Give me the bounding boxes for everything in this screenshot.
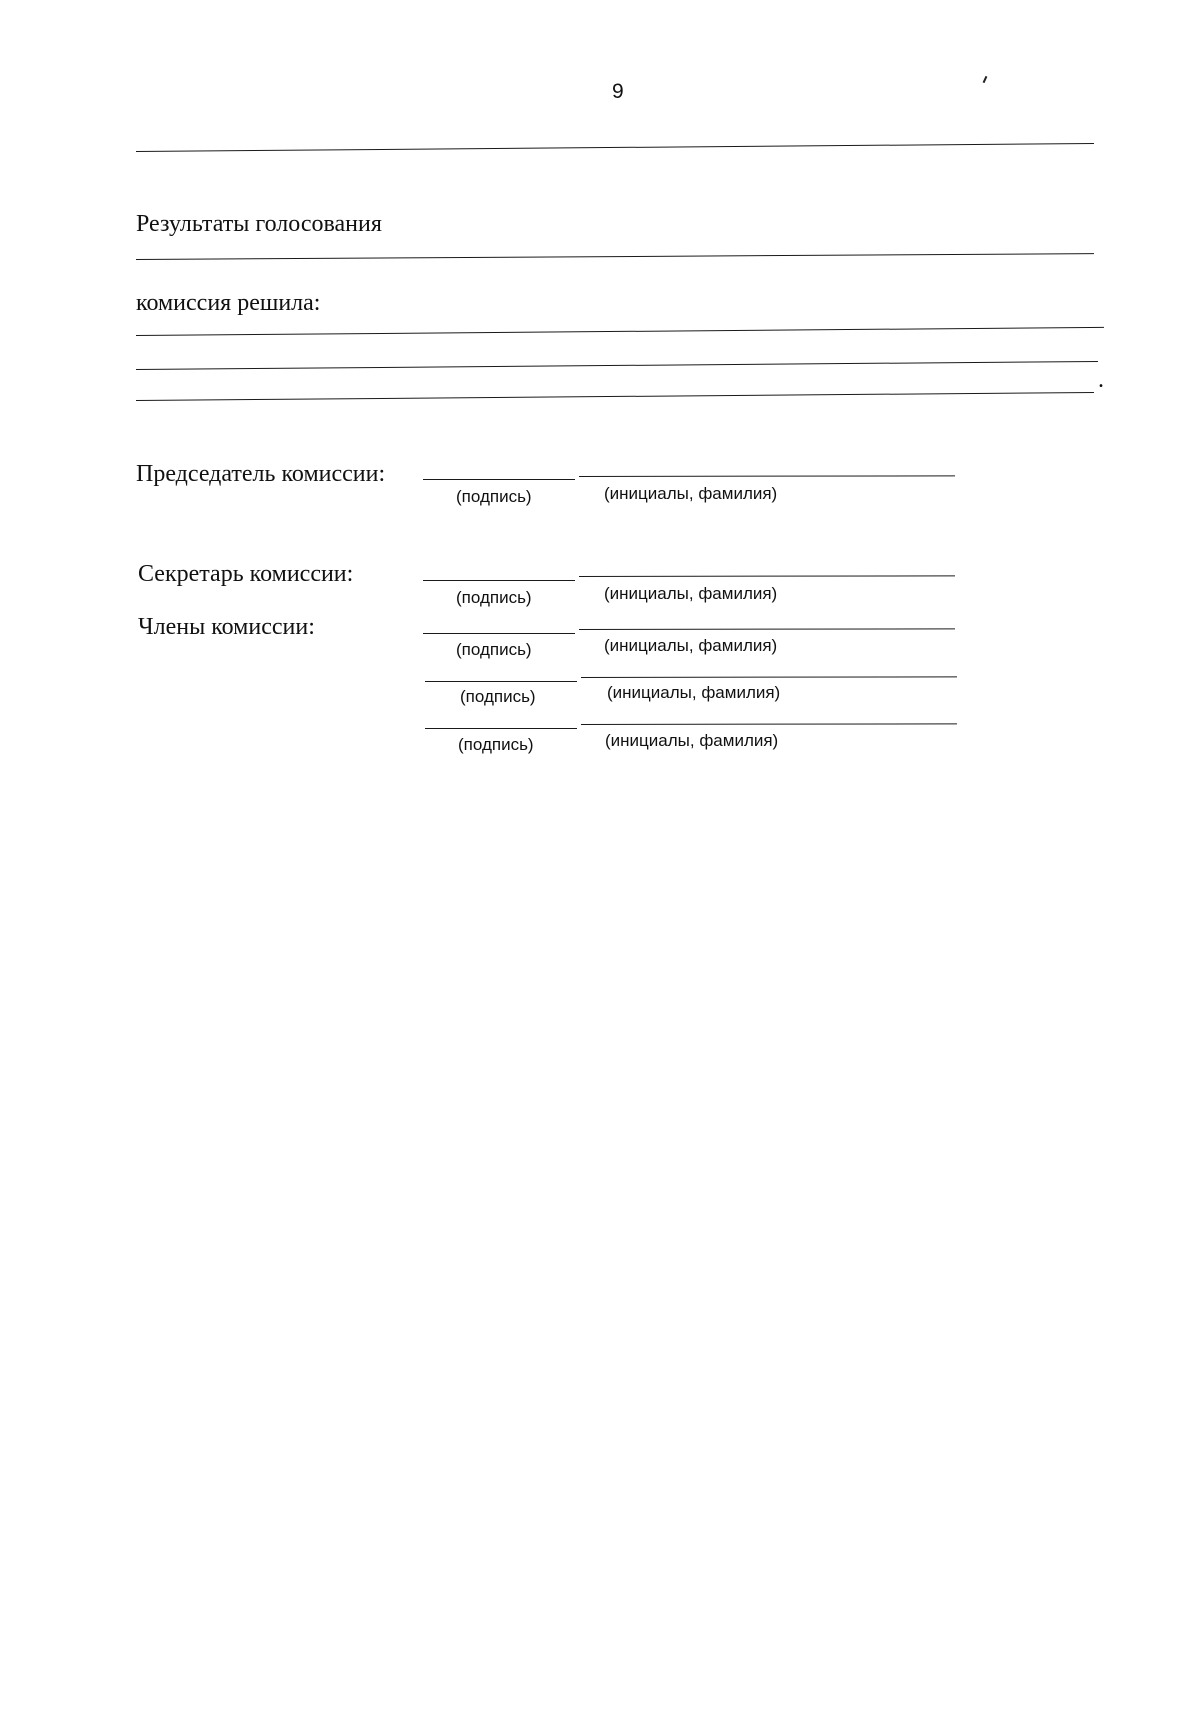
name-line: [581, 723, 957, 725]
scan-speck: [983, 76, 988, 83]
text-line: [136, 253, 1094, 260]
signature-line: [425, 728, 577, 729]
signature-line: [423, 633, 575, 634]
name-caption: (инициалы, фамилия): [604, 484, 778, 503]
signature-caption: (подпись): [456, 487, 532, 506]
signature-line: [423, 580, 575, 581]
name-line: [579, 628, 955, 630]
name-line: [581, 676, 957, 678]
name-line: [579, 475, 955, 477]
chairman-label: Председатель комиссии:: [136, 461, 386, 487]
name-caption: (инициалы, фамилия): [605, 731, 779, 750]
name-caption: (инициалы, фамилия): [604, 584, 778, 603]
text-line: [136, 143, 1094, 152]
signature-caption: (подпись): [456, 588, 532, 607]
page-number: 9: [612, 80, 624, 103]
decision-label: комиссия решила:: [136, 290, 321, 316]
text-line: [136, 361, 1098, 370]
signature-line: [425, 681, 577, 682]
voting-results-label: Результаты голосования: [136, 211, 382, 237]
name-line: [579, 575, 955, 577]
signature-caption: (подпись): [458, 735, 534, 754]
signature-caption: (подпись): [456, 640, 532, 659]
signature-caption: (подпись): [460, 687, 536, 706]
name-caption: (инициалы, фамилия): [607, 683, 781, 702]
signature-line: [423, 479, 575, 480]
text-line: [136, 392, 1094, 401]
name-caption: (инициалы, фамилия): [604, 636, 778, 655]
members-label: Члены комиссии:: [138, 614, 315, 640]
secretary-label: Секретарь комиссии:: [138, 561, 354, 587]
decision-end-period: .: [1098, 367, 1104, 393]
text-line: [136, 327, 1104, 336]
